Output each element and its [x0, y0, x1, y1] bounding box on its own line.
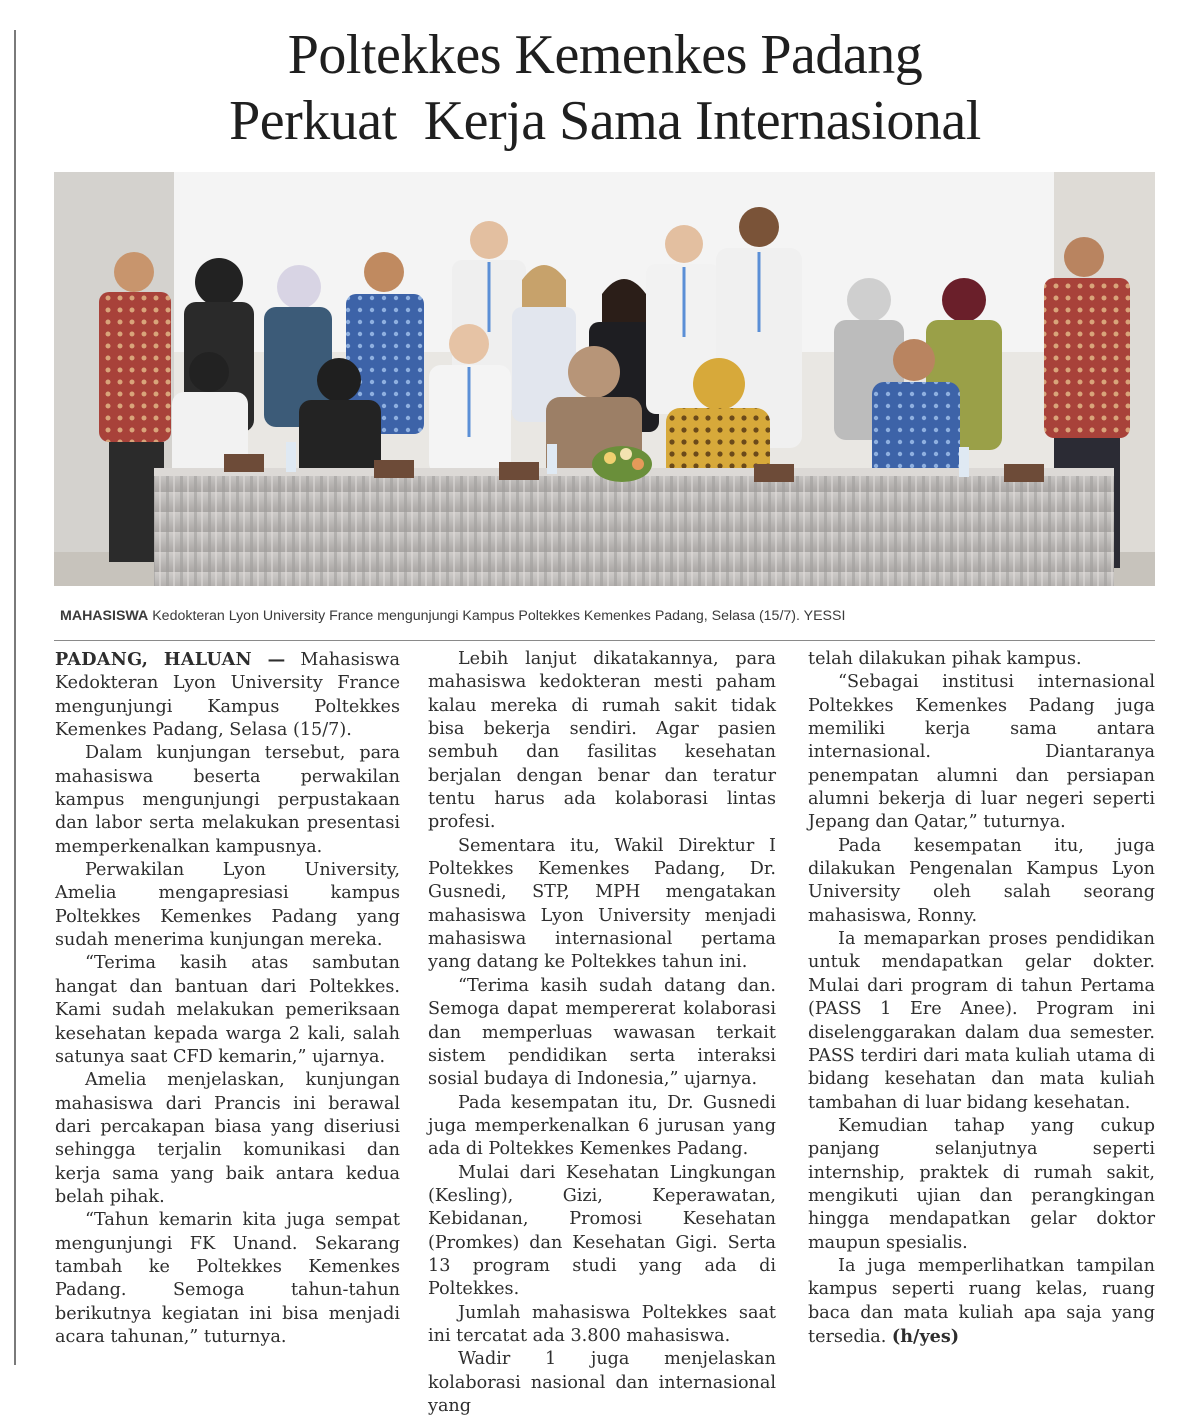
article-paragraph: Pada kesempatan itu, Dr. Gusnedi juga memperkenalkan 6 jurusan yang ada di Poltekkes Kemenkes Padang. — [428, 1092, 776, 1160]
article-column-2 — [428, 648, 776, 1418]
article-paragraph: Ia memaparkan proses pendidikan untuk mendapatkan gelar dokter. Mulai dari program di tahun Pertama (PASS 1 Ere Anee). Program ini diselenggarakan dalam dua semester. PASS terdiri dari mata kuliah utama di bidang kesehatan dan mata kuliah tambahan di luar bidang kesehatan. — [808, 929, 1155, 1113]
article-paragraph: Mulai dari Kesehatan Lingkungan (Kesling), Gizi, Keperawatan, Kebidanan, Promosi Kesehatan (Promkes) dan Kesehatan Gigi. Serta 13 program studi yang ada di Poltekkes. — [428, 1162, 776, 1300]
news-photo — [54, 172, 1155, 586]
group-photo-illustration — [54, 172, 1155, 586]
article-paragraph — [808, 1255, 1155, 1349]
article-paragraph: Amelia menjelaskan, kunjungan mahasiswa dari Prancis ini berawal dari percakapan biasa yang diseriusi sehingga terjalin komunikasi dan kerja sama yang baik antara kedua belah pihak. — [55, 1070, 400, 1207]
photo-caption — [60, 608, 1155, 624]
caption-lead: MAHASISWA — [60, 608, 149, 624]
author-signoff: (h/yes) — [891, 1325, 960, 1347]
headline — [60, 22, 1150, 154]
article-paragraph: Perwakilan Lyon University, Amelia mengapresiasi kampus Poltekkes Kemenkes Padang yang sudah menerima kunjungan mereka. — [55, 860, 400, 951]
article-paragraph: “Terima kasih sudah datang dan. Semoga dapat mempererat kolaborasi dan memperluas wawasan terkait sistem pendidikan serta interaksi sosial budaya di Indonesia,” ujarnya. — [428, 975, 776, 1090]
dateline: PADANG, HALUAN — — [55, 649, 286, 670]
article-paragraph: Kemudian tahap yang cukup panjang selanjutnya seperti internship, praktek di rumah sakit, mengikuti ujian dan perangkingan hingga mendapatkan gelar doktor maupun spesialis. — [808, 1115, 1155, 1253]
article-paragraph: “Terima kasih atas sambutan hangat dan bantuan dari Poltekkes. Kami sudah melakukan pemeriksaan kesehatan kepada warga 2 kali, salah satunya saat CFD kemarin,” ujarnya. — [55, 953, 400, 1067]
paragraph-text: Ia juga memperlihatkan tampilan kampus seperti ruang kelas, ruang baca dan mata kuliah apa saja yang tersedia. — [808, 1255, 1155, 1347]
article-paragraph: Sementara itu, Wakil Direktur I Poltekkes Kemenkes Padang, Dr. Gusnedi, STP, MPH mengatakan mahasiswa Lyon University menjadi mahasiswa internasional pertama yang datang ke Poltekkes tahun ini. — [428, 835, 776, 973]
column-rule — [14, 30, 16, 1365]
article-paragraph: Pada kesempatan itu, juga dilakukan Pengenalan Kampus Lyon University oleh salah seorang mahasiswa, Ronny. — [808, 835, 1155, 926]
article-paragraph: “Sebagai institusi internasional Poltekkes Kemenkes Padang juga memiliki kerja sama antara internasional. Diantaranya penempatan alumni dan persiapan alumni bekerja di luar negeri seperti Jepang dan Qatar,” tuturnya. — [808, 672, 1155, 833]
article-column-1 — [55, 648, 400, 1349]
paragraph-text: Mahasiswa Kedokteran Lyon University France mengunjungi Kampus Poltekkes Kemenkes Padang, Selasa (15/7). — [55, 650, 400, 741]
article-paragraph: “Tahun kemarin kita juga sempat mengunjungi FK Unand. Sekarang tambah ke Poltekkes Kemenkes Padang. Semoga tahun-tahun berikutnya kegiatan ini bisa menjadi acara tahunan,” tuturnya. — [55, 1210, 400, 1347]
article-paragraph: Wadir 1 juga menjelaskan kolaborasi nasional dan internasional yang — [428, 1349, 776, 1416]
caption-text: Kedokteran Lyon University France mengunjungi Kampus Poltekkes Kemenkes Padang, Selasa (15/7). YESSI — [148, 608, 846, 624]
caption-divider — [54, 640, 1155, 641]
article-paragraph: Lebih lanjut dikatakannya, para mahasiswa kedokteran mesti paham kalau mereka di rumah sakit tidak bisa bekerja sendiri. Agar pasien sembuh dan fasilitas kesehatan berjalan dengan benar dan teratur tentu harus ada kolaborasi lintas profesi. — [428, 649, 776, 833]
article-paragraph: Jumlah mahasiswa Poltekkes saat ini tercatat ada 3.800 mahasiswa. — [428, 1302, 776, 1346]
headline-line-1: Poltekkes Kemenkes Padang — [287, 24, 923, 86]
article-paragraph: telah dilakukan pihak kampus. — [808, 649, 1082, 669]
article-paragraph: Dalam kunjungan tersebut, para mahasiswa beserta perwakilan kampus mengunjungi perpustakaan dan labor serta melakukan presentasi memperkenalkan kampusnya. — [55, 743, 400, 857]
headline-line-2: Perkuat Kerja Sama Internasional — [229, 90, 981, 152]
article-column-3 — [808, 648, 1155, 1349]
article-paragraph — [55, 648, 400, 742]
